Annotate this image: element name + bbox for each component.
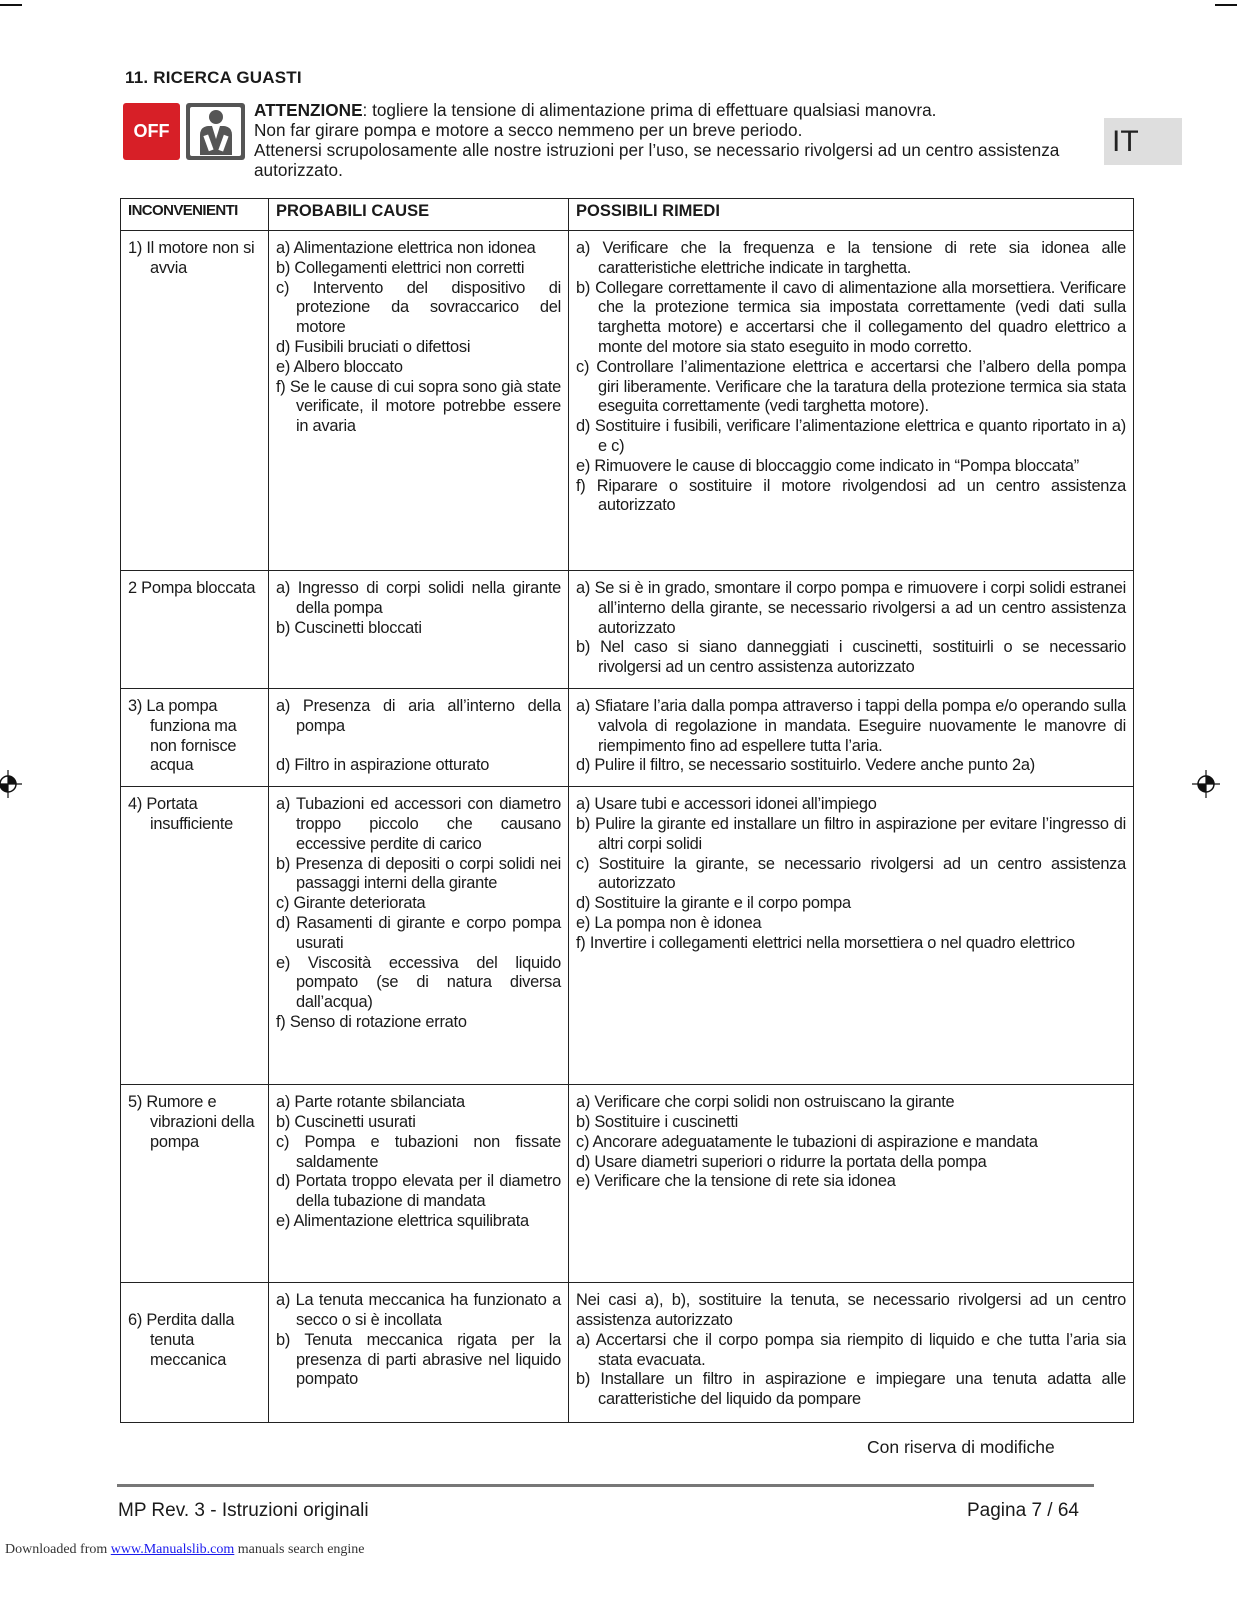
- remedy-item: b) Collegare correttamente il cavo di alimentazione alla morsettiera. Verificare che la protezione termica sia impostata correttamente (vedi dati sulla targhetta motore) e accertarsi che il collegamento del quadro elettrico a monte del motore sia stato eseguito in modo corretto.: [576, 278, 1126, 356]
- problem-text: 6) Perdita dalla tenuta meccanica: [128, 1311, 235, 1369]
- technician-icon: [186, 103, 245, 160]
- language-tab: IT: [1104, 118, 1182, 165]
- crop-mark-top-right: [1215, 4, 1237, 6]
- power-off-icon: OFF: [123, 103, 180, 160]
- causes-cell: [269, 1283, 569, 1423]
- warning-line-1: : togliere la tensione di alimentazione prima di effettuare qualsiasi manovra.: [362, 100, 937, 120]
- table-row: [121, 1283, 1134, 1423]
- remedy-item: c) Sostituire la girante, se necessario rivolgersi ad un centro assistenza autorizzato: [576, 854, 1126, 893]
- problem-text: 4) Portata insufficiente: [128, 795, 234, 833]
- table-row: [121, 571, 1134, 689]
- remedy-item: a) Se si è in grado, smontare il corpo pompa e rimuovere i corpi solidi estranei all’interno della girante, se necessario rivolgersi a ad un centro assistenza autorizzato: [576, 579, 1126, 637]
- cause-item: a) Ingresso di corpi solidi nella girante della pompa: [276, 579, 561, 617]
- causes-cell: [269, 1085, 569, 1283]
- remedies-cell: [569, 571, 1134, 689]
- manualslib-link[interactable]: www.Manualslib.com: [110, 1542, 235, 1557]
- problem-text: 5) Rumore e vibrazioni della pompa: [128, 1093, 255, 1151]
- problem-cell: [121, 1085, 269, 1283]
- cause-item: a) Presenza di aria all’interno della pompa: [276, 697, 561, 735]
- troubleshooting-table: [120, 198, 1134, 1423]
- remedy-intro: Nei casi a), b), sostituire la tenuta, se necessario rivolgersi ad un centro assistenza autorizzato: [576, 1291, 1126, 1329]
- problem-cell: [121, 787, 269, 1085]
- cause-spacer: [276, 737, 561, 757]
- problem-cell: [121, 689, 269, 787]
- cause-item: b) Tenuta meccanica rigata per la presenza di parti abrasive nel liquido pompato: [276, 1330, 561, 1389]
- notice-text: Con riserva di modifiche: [867, 1437, 1055, 1457]
- remedy-item: f) Riparare o sostituire il motore rivolgendosi ad un centro assistenza autorizzato: [576, 476, 1126, 515]
- cause-item: e) Alimentazione elettrica squilibrata: [276, 1211, 529, 1230]
- remedies-cell: [569, 689, 1134, 787]
- footer-document-revision: MP Rev. 3 - Istruzioni originali: [118, 1500, 369, 1521]
- remedy-item: b) Sostituire i cuscinetti: [576, 1112, 739, 1131]
- problem-cell: [121, 571, 269, 689]
- footer-page-number: Pagina 7 / 64: [967, 1500, 1079, 1521]
- column-header-causes: PROBABILI CAUSE: [269, 199, 569, 231]
- problem-text: 1) Il motore non si avvia: [128, 239, 255, 277]
- section-title: 11. RICERCA GUASTI: [125, 68, 302, 87]
- remedy-item: d) Usare diametri superiori o ridurre la portata della pompa: [576, 1152, 987, 1171]
- warning-label: ATTENZIONE: [254, 100, 363, 120]
- registration-mark-left: [0, 770, 22, 798]
- remedy-item: b) Nel caso si siano danneggiati i cuscinetti, sostituirli o se necessario rivolgersi ad un centro assistenza autorizzato: [576, 638, 1126, 677]
- table-row: [121, 787, 1134, 1085]
- cause-item: d) Filtro in aspirazione otturato: [276, 756, 490, 775]
- cause-item: c) Intervento del dispositivo di protezione da sovraccarico del motore: [276, 278, 561, 337]
- column-header-problems: INCONVENIENTI: [121, 199, 269, 231]
- cause-item: f) Senso di rotazione errato: [276, 1012, 467, 1031]
- cause-item: a) La tenuta meccanica ha funzionato a secco o si è incollata: [276, 1291, 561, 1329]
- column-header-remedies: POSSIBILI RIMEDI: [569, 199, 1134, 231]
- remedy-item: a) Verificare che corpi solidi non ostruiscano la girante: [576, 1093, 955, 1112]
- remedy-item: e) La pompa non è idonea: [576, 913, 762, 932]
- problem-cell: [121, 1283, 269, 1423]
- problem-cell: [121, 231, 269, 571]
- cause-item: b) Presenza di depositi o corpi solidi nei passaggi interni della girante: [276, 854, 561, 893]
- table-row: [121, 689, 1134, 787]
- remedies-cell: [569, 787, 1134, 1085]
- remedy-item: b) Installare un filtro in aspirazione e impiegare una tenuta adatta alle caratteristiche del liquido da pompare: [576, 1370, 1126, 1409]
- causes-cell: [269, 571, 569, 689]
- cause-item: d) Rasamenti di girante e corpo pompa usurati: [276, 913, 561, 952]
- remedy-item: a) Verificare che la frequenza e la tensione di rete sia idonea alle caratteristiche elettriche indicate in targhetta.: [576, 239, 1126, 277]
- remedy-item: d) Sostituire i fusibili, verificare l’alimentazione elettrica e quanto riportato in a) e c): [576, 417, 1126, 455]
- download-suffix: manuals search engine: [234, 1542, 365, 1557]
- crop-mark-top-left: [0, 4, 22, 6]
- problem-text: 3) La pompa funziona ma non fornisce acqua: [128, 697, 237, 775]
- warning-text: [254, 100, 1084, 180]
- remedies-cell: [569, 1085, 1134, 1283]
- cause-item: f) Se le cause di cui sopra sono già state verificate, il motore potrebbe essere in avaria: [276, 377, 561, 436]
- table-row: [121, 1085, 1134, 1283]
- cause-item: c) Girante deteriorata: [276, 894, 426, 913]
- remedies-cell: [569, 231, 1134, 571]
- causes-cell: [269, 787, 569, 1085]
- cause-item: a) Tubazioni ed accessori con diametro troppo piccolo che causano eccessive perdite di carico: [276, 795, 561, 853]
- remedy-item: e) Verificare che la tensione di rete sia idonea: [576, 1172, 896, 1191]
- problem-text: 2 Pompa bloccata: [128, 579, 256, 597]
- remedy-item: b) Pulire la girante ed installare un filtro in aspirazione per evitare l’ingresso di altri corpi solidi: [576, 814, 1126, 853]
- remedy-item: f) Invertire i collegamenti elettrici nella morsettiera o nel quadro elettrico: [576, 933, 1075, 952]
- download-prefix: Downloaded from: [5, 1542, 111, 1557]
- remedy-item: c) Ancorare adeguatamente le tubazioni di aspirazione e mandata: [576, 1132, 1038, 1151]
- cause-item: e) Albero bloccato: [276, 357, 403, 376]
- causes-cell: [269, 689, 569, 787]
- remedy-item: a) Accertarsi che il corpo pompa sia riempito di liquido e che tutta l’aria sia stata evacuata.: [576, 1330, 1126, 1369]
- remedies-cell: [569, 1283, 1134, 1423]
- table-row: [121, 231, 1134, 571]
- remedy-item: e) Rimuovere le cause di bloccaggio come indicato in “Pompa bloccata”: [576, 456, 1079, 475]
- cause-item: d) Portata troppo elevata per il diametro della tubazione di mandata: [276, 1172, 561, 1211]
- cause-item: a) Parte rotante sbilanciata: [276, 1093, 465, 1112]
- remedy-item: c) Controllare l’alimentazione elettrica e accertarsi che l’albero della pompa giri liberamente. Verificare che la taratura della protezione termica sia stata eseguita correttamente (vedi targhetta motore).: [576, 357, 1126, 416]
- remedy-item: d) Sostituire la girante e il corpo pompa: [576, 894, 851, 913]
- causes-cell: [269, 231, 569, 571]
- table-header-row: [121, 199, 1134, 231]
- remedy-item: d) Pulire il filtro, se necessario sostituirlo. Vedere anche punto 2a): [576, 756, 1035, 775]
- warning-line-2: Non far girare pompa e motore a secco nemmeno per un breve periodo.: [254, 120, 803, 140]
- cause-item: b) Cuscinetti usurati: [276, 1112, 416, 1131]
- footer-divider: [117, 1484, 1094, 1487]
- warning-line-3: Attenersi scrupolosamente alle nostre istruzioni per l’uso, se necessario rivolgersi ad un centro assistenza autorizzato.: [254, 140, 1060, 180]
- cause-item: b) Cuscinetti bloccati: [276, 618, 422, 637]
- cause-item: d) Fusibili bruciati o difettosi: [276, 337, 471, 356]
- remedy-item: a) Sfiatare l’aria dalla pompa attraverso i tappi della pompa e/o operando sulla valvola di regolazione in mandata. Eseguire nuovamente le manovre di riempimento fino ad espellere tutta l’aria.: [576, 697, 1126, 755]
- cause-item: e) Viscosità eccessiva del liquido pompato (se di natura diversa dall’acqua): [276, 953, 561, 1012]
- cause-item: c) Pompa e tubazioni non fissate saldamente: [276, 1132, 561, 1171]
- cause-item: a) Alimentazione elettrica non idonea: [276, 239, 536, 257]
- cause-item: b) Collegamenti elettrici non corretti: [276, 258, 525, 277]
- download-note: [5, 1542, 365, 1558]
- registration-mark-right: [1192, 770, 1220, 798]
- remedy-item: a) Usare tubi e accessori idonei all’impiego: [576, 795, 877, 814]
